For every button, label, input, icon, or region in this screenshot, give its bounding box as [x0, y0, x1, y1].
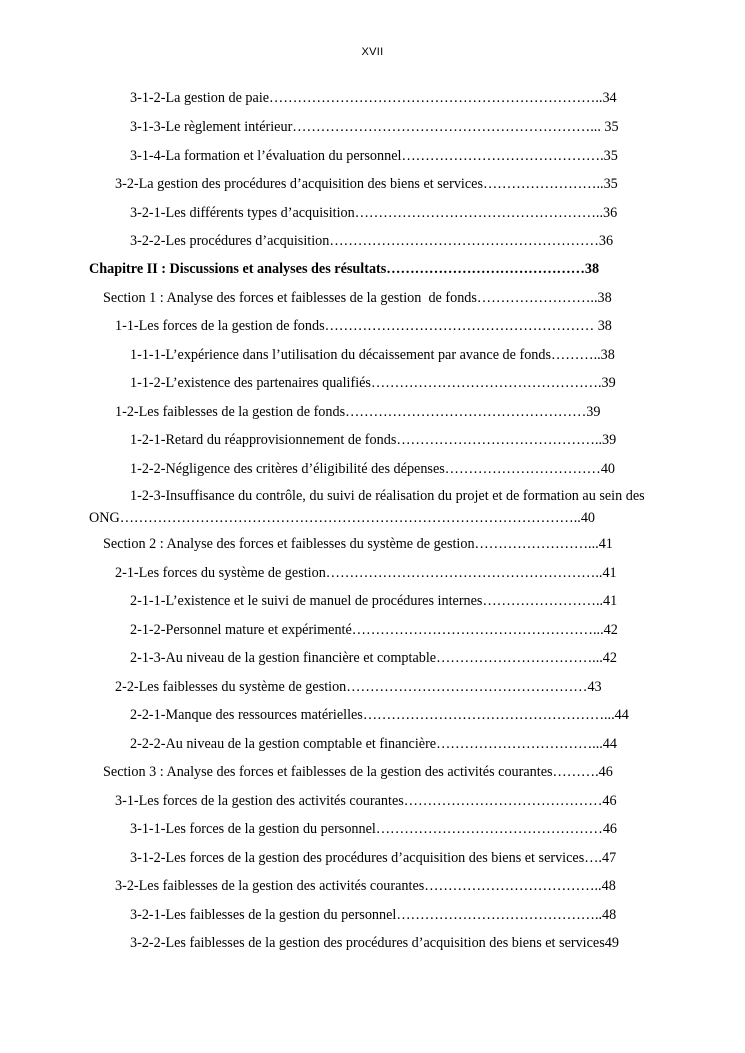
- toc-entry: 1-1-Les forces de la gestion de fonds………………………………………………… 38: [115, 318, 612, 334]
- toc-entry: 3-2-1-Les différents types d’acquisition……………………………………………..36: [130, 205, 618, 221]
- page-number: XVII: [361, 46, 384, 58]
- toc-entry: 3-1-2-La gestion de paie……………………………………………………………..34: [130, 90, 617, 106]
- toc-entry: 3-2-2-Les faiblesses de la gestion des procédures d’acquisition des biens et services49: [130, 935, 619, 951]
- toc-entry: 3-2-Les faiblesses de la gestion des activités courantes………………………………..48: [115, 878, 616, 894]
- chapter-heading: Chapitre II : Discussions et analyses des résultats……………………………………38: [89, 261, 600, 277]
- toc-entry: 3-1-2-Les forces de la gestion des procédures d’acquisition des biens et services….47: [130, 850, 617, 866]
- toc-entry: 2-2-Les faiblesses du système de gestion……………………………………………43: [115, 679, 602, 695]
- toc-entry: 3-2-2-Les procédures d’acquisition…………………………………………………36: [130, 233, 614, 249]
- toc-entry: 1-1-1-L’expérience dans l’utilisation du décaissement par avance de fonds………..38: [130, 347, 615, 363]
- toc-entry: 2-2-2-Au niveau de la gestion comptable et financière……………………………...44: [130, 736, 617, 752]
- section-heading: Section 1 : Analyse des forces et faiblesses de la gestion de fonds……………………..38: [103, 290, 612, 306]
- toc-entry: 1-2-2-Négligence des critères d’éligibilité des dépenses……………………………40: [130, 461, 616, 477]
- toc-entry: 3-1-1-Les forces de la gestion du personnel…………………………………………46: [130, 821, 618, 837]
- toc-entry: 2-1-1-L’existence et le suivi de manuel de procédures internes……………………..41: [130, 593, 618, 609]
- toc-entry: 3-1-4-La formation et l’évaluation du personnel…………………………………….35: [130, 148, 618, 164]
- section-heading: Section 3 : Analyse des forces et faiblesses de la gestion des activités courantes……….46: [103, 764, 613, 780]
- toc-entry: 1-2-3-Insuffisance du contrôle, du suivi de réalisation du projet et de formation au sein des ONG……………………………………………………………………………………..40: [89, 488, 645, 526]
- toc-entry: 2-1-3-Au niveau de la gestion financière et comptable……………………………...42: [130, 650, 617, 666]
- toc-entry: 2-1-Les forces du système de gestion…………………………………………………..41: [115, 565, 617, 581]
- toc-entry: 2-2-1-Manque des ressources matérielles……………………………………………...44: [130, 707, 629, 723]
- toc-entry: 1-2-Les faiblesses de la gestion de fonds……………………………………………39: [115, 404, 601, 420]
- toc-entry: 3-1-3-Le règlement intérieur………………………………………………………... 35: [130, 119, 619, 135]
- toc-entry: 3-1-Les forces de la gestion des activités courantes……………………………………46: [115, 793, 617, 809]
- section-heading: Section 2 : Analyse des forces et faiblesses du système de gestion……………………...41: [103, 536, 613, 552]
- toc-entry: 2-1-2-Personnel mature et expérimenté……………………………………………...42: [130, 622, 618, 638]
- toc-entry: 1-2-1-Retard du réapprovisionnement de fonds……………………………………..39: [130, 432, 617, 448]
- toc-entry: 3-2-1-Les faiblesses de la gestion du personnel……………………………………..48: [130, 907, 617, 923]
- toc-entry: 3-2-La gestion des procédures d’acquisition des biens et services……………………..35: [115, 176, 618, 192]
- toc-entry: 1-1-2-L’existence des partenaires qualifiés………………………………………….39: [130, 375, 616, 391]
